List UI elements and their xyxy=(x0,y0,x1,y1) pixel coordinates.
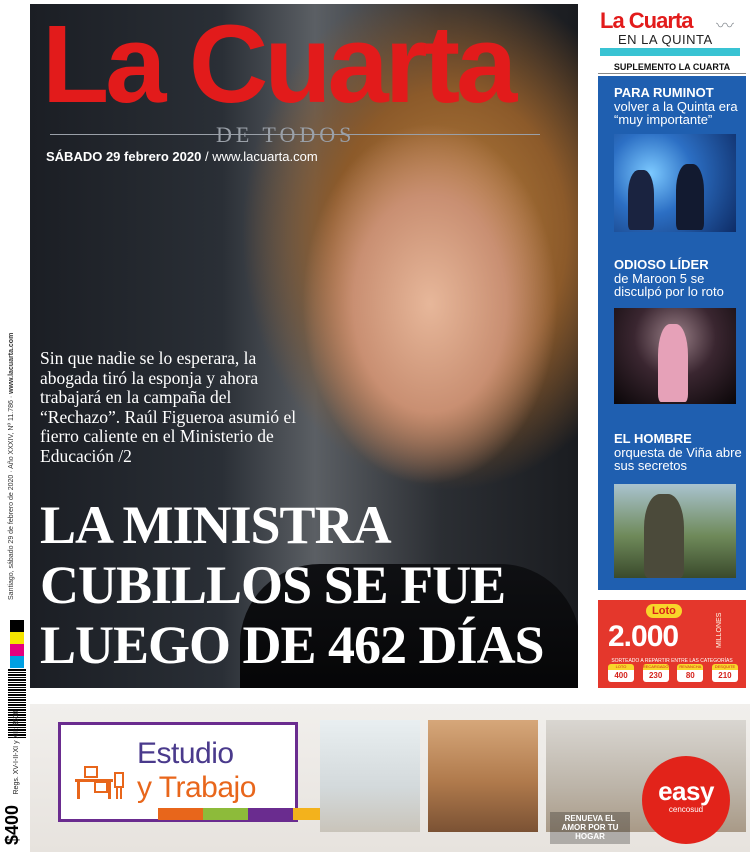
price-note: Regs. XV-I-II-XI y XII: $500 xyxy=(13,710,20,795)
easy-brand: easy xyxy=(658,776,714,806)
story-text: orquesta de Viña abre sus secretos xyxy=(614,444,742,474)
issue-date: SÁBADO 29 febrero 2020 xyxy=(46,149,202,164)
ad-tagline: RENUEVA EL AMOR POR TU HOGAR xyxy=(550,812,630,844)
supplement-header[interactable] xyxy=(588,4,750,60)
loto-box[interactable] xyxy=(598,600,746,688)
ad-photo-wood-desk xyxy=(428,720,538,832)
loto-logo: Loto xyxy=(646,604,682,618)
supplement-logo: La Cuarta xyxy=(600,8,693,33)
lead-headline[interactable] xyxy=(40,495,544,679)
ad-photo-white-desk xyxy=(320,720,420,832)
sidebar-story[interactable] xyxy=(614,432,746,473)
imprint-text: Santiago, sábado 29 de febrero de 2020 · Año XXXIV, Nº 11.786 · xyxy=(8,393,15,600)
loto-note: SORTEADO A REPARTIR ENTRE LAS CATEGORÍAS xyxy=(611,658,733,664)
easy-subbrand: cencosud xyxy=(668,805,704,814)
dateline-separator: / xyxy=(201,149,213,164)
ad-title-line-2: y Trabajo xyxy=(137,771,256,804)
loto-prize: DESQUITE 210 xyxy=(712,664,738,682)
headline-line-2: CUBILLOS SE FUE xyxy=(40,555,506,615)
loto-unit: MILLONES xyxy=(716,612,723,648)
margin-strip xyxy=(0,0,30,852)
loto-jackpot: 2.000 xyxy=(608,620,679,653)
loto-prize: REVANCHA 80 xyxy=(677,664,703,682)
website-link[interactable]: www.lacuarta.com xyxy=(212,149,318,164)
headline-line-1: LA MINISTRA xyxy=(40,495,391,555)
story-photo[interactable] xyxy=(614,308,736,404)
supplement-subtitle: EN LA QUINTA xyxy=(618,32,713,47)
story-photo[interactable] xyxy=(614,134,736,232)
ad-title-line-1: Estudio xyxy=(137,737,234,770)
loto-prize: LOTO 400 xyxy=(608,664,634,682)
supplement-accent-bar xyxy=(600,48,740,56)
loto-prize: RECARGADO 230 xyxy=(642,664,669,680)
desk-icon xyxy=(71,761,127,801)
imprint-site: www.lacuarta.com xyxy=(8,332,15,394)
story-text: volver a la Quinta era “muy importante” xyxy=(614,98,738,128)
story-kicker: ODIOSO LÍDER xyxy=(614,257,709,272)
masthead-logo[interactable]: La Cuarta xyxy=(42,4,514,126)
ad-title-box xyxy=(58,722,298,822)
cover-photo xyxy=(30,4,578,688)
masthead-tagline: DE TODOS xyxy=(216,122,356,147)
story-kicker: PARA RUMINOT xyxy=(614,85,714,100)
headline-line-3: LUEGO DE 462 DÍAS xyxy=(40,615,544,675)
ad-color-stripes xyxy=(158,808,338,820)
margin-imprint xyxy=(8,300,15,600)
sidebar-story[interactable] xyxy=(614,86,746,127)
cover-price xyxy=(2,710,23,845)
supplement-label: SUPLEMENTO LA CUARTA xyxy=(598,60,746,74)
price: $400 xyxy=(2,804,22,845)
lead-deck: Sin que nadie se lo esperara, la abogada tiró la esponja y ahora trabajará en la campaña del “Rechazo”. Raúl Figueroa asumió el fierro caliente en el Ministerio de Educación /2 xyxy=(40,348,297,466)
sidebar-story[interactable] xyxy=(614,258,746,299)
story-text: de Maroon 5 se disculpó por lo roto xyxy=(614,270,724,300)
dateline xyxy=(46,149,318,164)
loto-prizes xyxy=(608,664,738,682)
color-registration-bars xyxy=(10,620,24,668)
bird-icon: 〰 xyxy=(716,16,734,36)
story-photo[interactable] xyxy=(614,484,736,578)
story-kicker: EL HOMBRE xyxy=(614,431,692,446)
easy-logo[interactable] xyxy=(642,756,730,844)
sidebar-panel xyxy=(598,76,746,590)
easy-advertisement[interactable] xyxy=(30,704,750,852)
